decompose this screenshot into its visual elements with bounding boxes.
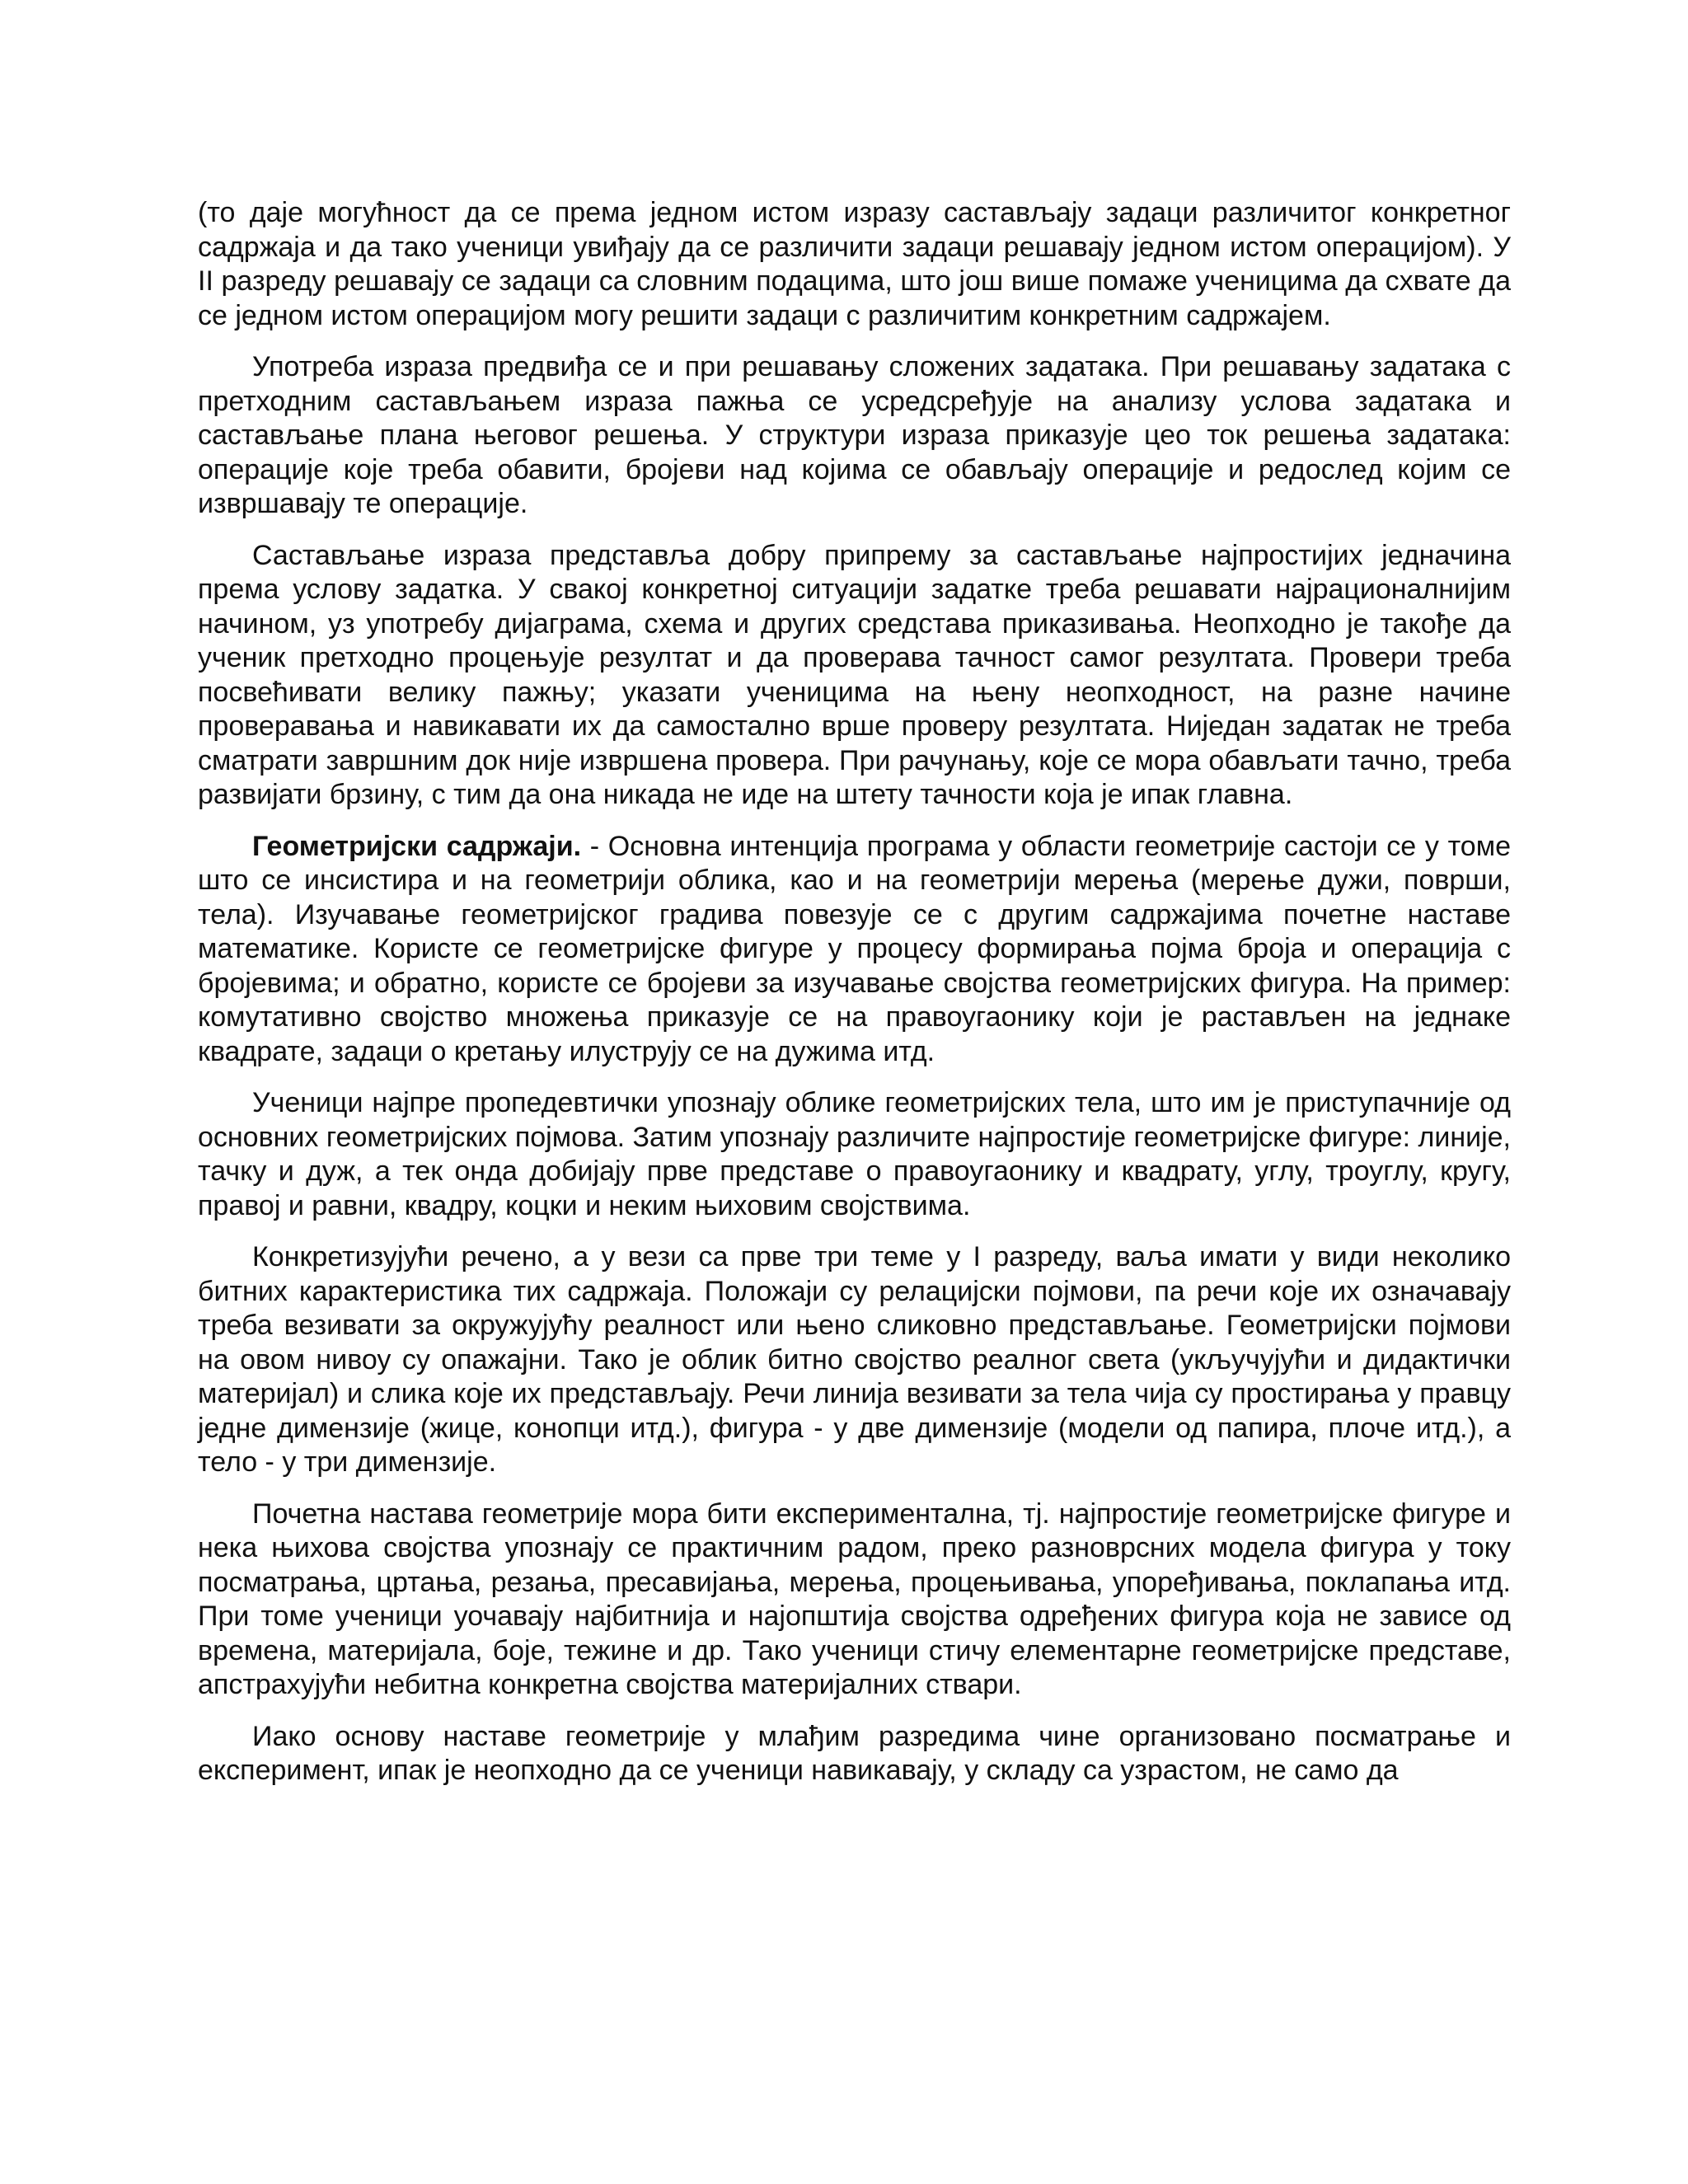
paragraph-4	[198, 830, 1511, 1070]
paragraph-5-text: Ученици најпре пропедевтички упознају облике геометријских тела, што им је приступачније од основних геометријских појмова. Затим упознају различите најпростије геометријске фигуре: линије, тачку и дуж, а тек онда добијају прве представе о правоугаонику и квадрату, углу, троуглу, кругу, правој и равни, квадру, коцки и неким њиховим својствима.	[198, 1087, 1511, 1221]
paragraph-5	[198, 1086, 1511, 1223]
paragraph-1	[198, 196, 1511, 333]
paragraph-7-text: Почетна настава геометрије мора бити експериментална, тј. најпростије геометријске фигуре и нека њихова својства упознају се практичним радом, преко разноврсних модела фигура у току посматрања, цртања, резања, пресавијања, мерења, процењивања, упоређивања, поклапања итд. При томе ученици уочавају најбитнија и најопштија својства одређених фигура која не зависе од времена, материјала, боје, тежине и др. Тако ученици стичу елементарне геометријске представе, апстрахујући небитна конкретна својства материјалних ствари.	[198, 1497, 1511, 1700]
paragraph-4-text: - Основна интенција програма у области геометрије састоји се у томе што се инсистира и на геометрији облика, као и на геометрији мерења (мерење дужи, површи, тела). Изучавање геометријског градива повезује се с другим садржајима почетне наставе математике. Користе се геометријске фигуре у процесу формирања појма броја и операција с бројевима; и обратно, користе се бројеви за изучавање својства геометријских фигура. На пример: комутативно својство множења приказује се на правоугаонику који је растављен на једнаке квадрате, задаци о кретању илуструју се на дужима итд.	[198, 830, 1511, 1067]
paragraph-7	[198, 1497, 1511, 1703]
paragraph-8-text: Иако основу наставе геометрије у млађим разредима чине организовано посматрање и експеримент, ипак је неопходно да се ученици навикавају, у складу са узрастом, не само да	[198, 1720, 1511, 1786]
document-page	[198, 196, 1511, 1806]
paragraph-3-text: Састављање израза представља добру припрему за састављање најпростијих једначина према услову задатка. У свакој конкретној ситуацији задатке треба решавати најрационалнијим начином, уз употребу дијаграма, схема и других средстава приказивања. Неопходно је такође да ученик претходно процењује резултат и да проверава тачност самог резултата. Провери треба посвећивати велику пажњу; указати ученицима на њену неопходност, на разне начине проверавања и навикавати их да самостално врше проверу резултата. Ниједан задатак не треба сматрати завршним док није извршена провера. При рачунању, које се мора обављати тачно, треба развијати брзину, с тим да она никада не иде на штету тачности која је ипак главна.	[198, 539, 1511, 810]
paragraph-4-lead: Геометријски садржаји.	[252, 830, 582, 862]
paragraph-2-text: Употреба израза предвиђа се и при решавању сложених задатака. При решавању задатака с претходним састављањем израза пажња се усредсређује на анализу услова задатака и састављање плана његовог решења. У структури израза приказује цео ток решења задатака: операције које треба обавити, бројеви над којима се обављају операције и редослед којим се извршавају те операције.	[198, 351, 1511, 519]
paragraph-6	[198, 1240, 1511, 1480]
paragraph-8	[198, 1720, 1511, 1788]
paragraph-1-text: (то даје могућност да се према једном истом изразу састављају задаци различитог конкретног садржаја и да тако ученици увиђају да се различити задаци решавају једном истом операцијом). У II разреду решавају се задаци са словним подацима, што још више помаже ученицима да схвате да се једном истом операцијом могу решити задаци с различитим конкретним садржајем.	[198, 197, 1511, 331]
paragraph-2	[198, 350, 1511, 522]
paragraph-6-text: Конкретизујући речено, а у вези са прве три теме у I разреду, ваља имати у види неколико битних карактеристика тих садржаја. Положаји су релацијски појмови, па речи које их означавају треба везивати за окружујућу реалност или њено сликовно представљање. Геометријски појмови на овом нивоу су опажајни. Тако је облик битно својство реалног света (укључујући и дидактички материјал) и слика које их представљају. Речи линија везивати за тела чија су простирања у правцу једне димензије (жице, конопци итд.), фигура - у две димензије (модели од папира, плоче итд.), а тело - у три димензије.	[198, 1241, 1511, 1478]
paragraph-3	[198, 539, 1511, 813]
